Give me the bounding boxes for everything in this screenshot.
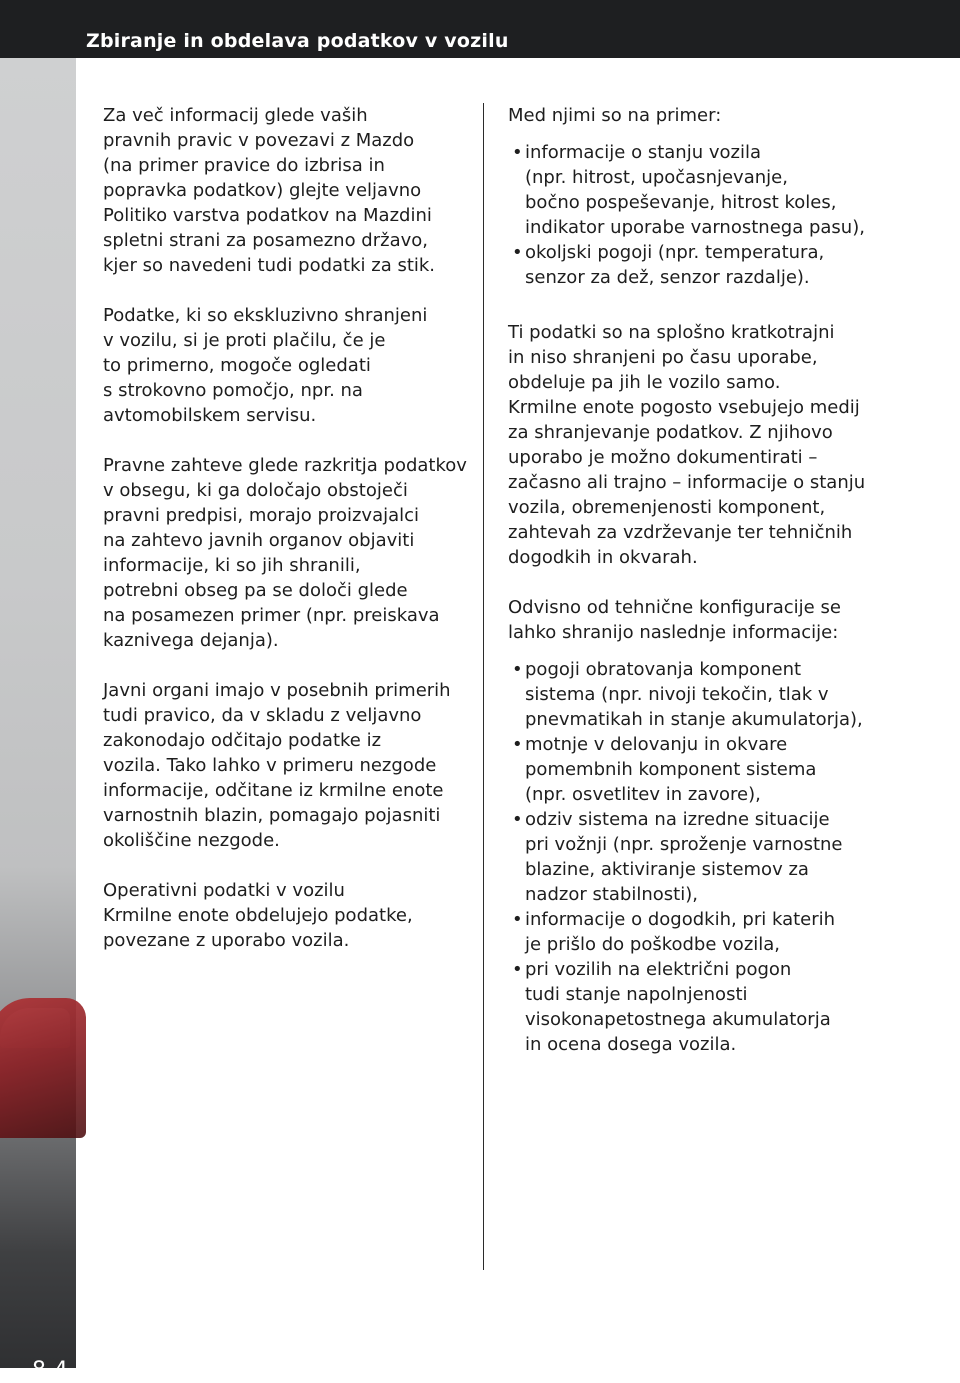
paragraph-line: okoliščine nezgode. <box>103 830 280 851</box>
paragraph-line: vozila, obremenjenosti komponent, <box>508 497 826 518</box>
bullet-marker: • <box>512 242 523 263</box>
bullet-item-continuation <box>508 782 880 807</box>
bullet-text: nadzor stabilnosti), <box>525 884 698 905</box>
paragraph-line: vozila. Tako lahko v primeru nezgode <box>103 755 437 776</box>
paragraph-line: zakonodajo odčitajo podatke iz <box>103 730 382 751</box>
bullet-text: pnevmatikah in stanje akumulatorja), <box>525 709 863 730</box>
paragraph-line: pravni predpisi, morajo proizvajalci <box>103 505 420 526</box>
paragraph-line: informacije, odčitane iz krmilne enote <box>103 780 444 801</box>
paragraph-line: na posamezen primer (npr. preiskava <box>103 605 440 626</box>
bullet-item-continuation <box>508 190 880 215</box>
paragraph-line: Ti podatki so na splošno kratkotrajni <box>508 322 835 343</box>
bullet-text: pri vozilih na električni pogon <box>525 959 792 980</box>
paragraph-line: uporabo je možno dokumentirati – <box>508 447 818 468</box>
page-number: 8-4 <box>32 1358 68 1383</box>
paragraph-line: za shranjevanje podatkov. Z njihovo <box>508 422 833 443</box>
paragraph-line: Javni organi imajo v posebnih primerih <box>103 680 451 701</box>
paragraph-line: spletni strani za posamezno državo, <box>103 230 429 251</box>
bullet-item-continuation <box>508 265 880 290</box>
bullet-text: bočno pospeševanje, hitrost koles, <box>525 192 837 213</box>
bullet-text: odziv sistema na izredne situacije <box>525 809 830 830</box>
bullet-item-continuation <box>508 932 880 957</box>
bullet-item-continuation <box>508 982 880 1007</box>
paragraph-line: kaznivega dejanja). <box>103 630 279 651</box>
sidebar-photo-strip <box>0 58 76 1383</box>
paragraph-line: pravnih pravic v povezavi z Mazdo <box>103 130 415 151</box>
right-column <box>508 103 880 1057</box>
bullet-text: okoljski pogoji (npr. temperatura, <box>525 242 825 263</box>
paragraph-line: povezane z uporabo vozila. <box>103 930 350 951</box>
bullet-text: pomembnih komponent sistema <box>525 759 817 780</box>
bullet-text: pogoji obratovanja komponent <box>525 659 802 680</box>
bullet-text: informacije o stanju vozila <box>525 142 761 163</box>
bullet-text: indikator uporabe varnostnega pasu), <box>525 217 865 238</box>
paragraph-line: s strokovno pomočjo, npr. na <box>103 380 363 401</box>
bullet-item-continuation <box>508 1032 880 1057</box>
paragraph-line: Odvisno od tehnične konfiguracije se <box>508 597 841 618</box>
bullet-item <box>508 957 880 982</box>
bullet-item-continuation <box>508 215 880 240</box>
bullet-text: visokonapetostnega akumulatorja <box>525 1009 831 1030</box>
bullet-text: tudi stanje napolnjenosti <box>525 984 748 1005</box>
bullet-marker: • <box>512 142 523 163</box>
paragraph-line: dogodkih in okvarah. <box>508 547 698 568</box>
paragraph-line: lahko shranijo naslednje informacije: <box>508 622 839 643</box>
bullet-item <box>508 140 880 165</box>
paragraph-line: (na primer pravice do izbrisa in <box>103 155 385 176</box>
paragraph-line: popravka podatkov) glejte veljavno <box>103 180 422 201</box>
bullet-item <box>508 657 880 682</box>
paragraph-line: zahtevah za vzdrževanje ter tehničnih <box>508 522 853 543</box>
bullet-text: blazine, aktiviranje sistemov za <box>525 859 809 880</box>
bullet-text: je prišlo do poškodbe vozila, <box>525 934 781 955</box>
paragraph-line: varnostnih blazin, pomagajo pojasniti <box>103 805 441 826</box>
paragraph-line: začasno ali trajno – informacije o stanju <box>508 472 866 493</box>
paragraph-line: Pravne zahteve glede razkritja podatkov <box>103 455 467 476</box>
bullet-item-continuation <box>508 757 880 782</box>
bullet-text: sistema (npr. nivoji tekočin, tlak v <box>525 684 829 705</box>
bullet-text: senzor za dež, senzor razdalje). <box>525 267 810 288</box>
bullet-item <box>508 240 880 265</box>
intro-line: Med njimi so na primer: <box>508 105 722 126</box>
bullet-item-continuation <box>508 832 880 857</box>
paragraph-line: v obsegu, ki ga določajo obstoječi <box>103 480 408 501</box>
bullet-item-continuation <box>508 857 880 882</box>
paragraph-line: Krmilne enote pogosto vsebujejo medij <box>508 397 860 418</box>
paragraph-line: obdeluje pa jih le vozilo samo. <box>508 372 781 393</box>
bullet-item <box>508 907 880 932</box>
bullet-item-continuation <box>508 682 880 707</box>
bullet-text: informacije o dogodkih, pri katerih <box>525 909 836 930</box>
bullet-marker: • <box>512 809 523 830</box>
section-title: Zbiranje in obdelava podatkov v vozilu <box>86 30 509 52</box>
bullet-marker: • <box>512 659 523 680</box>
page-header <box>0 0 960 58</box>
bullet-item-continuation <box>508 707 880 732</box>
paragraph-line: avtomobilskem servisu. <box>103 405 317 426</box>
bullet-marker: • <box>512 734 523 755</box>
road-image-decoration <box>0 1138 76 1368</box>
bullet-text: in ocena dosega vozila. <box>525 1034 737 1055</box>
bullet-item-continuation <box>508 882 880 907</box>
paragraph-line: Politiko varstva podatkov na Mazdini <box>103 205 432 226</box>
paragraph-line: to primerno, mogoče ogledati <box>103 355 371 376</box>
bullet-text: motnje v delovanju in okvare <box>525 734 788 755</box>
paragraph-line: Operativni podatki v vozilu <box>103 880 345 901</box>
bullet-item-continuation <box>508 1007 880 1032</box>
paragraph-line: Podatke, ki so ekskluzivno shranjeni <box>103 305 428 326</box>
bullet-text: (npr. hitrost, upočasnjevanje, <box>525 167 788 188</box>
bullet-item <box>508 732 880 757</box>
paragraph-line: v vozilu, si je proti plačilu, če je <box>103 330 386 351</box>
bullet-item-continuation <box>508 165 880 190</box>
paragraph-line: informacije, ki so jih shranili, <box>103 555 361 576</box>
column-divider <box>483 103 484 1270</box>
paragraph-line: tudi pravico, da v skladu z veljavno <box>103 705 422 726</box>
paragraph-line: na zahtevo javnih organov objaviti <box>103 530 415 551</box>
paragraph-line: Za več informacij glede vaših <box>103 105 368 126</box>
bullet-text: pri vožnji (npr. sproženje varnostne <box>525 834 843 855</box>
left-column <box>103 103 473 953</box>
paragraph-line: potrebni obseg pa se določi glede <box>103 580 408 601</box>
bullet-item <box>508 807 880 832</box>
car-image-decoration <box>0 998 86 1138</box>
bullet-text: (npr. osvetlitev in zavore), <box>525 784 761 805</box>
bullet-marker: • <box>512 959 523 980</box>
paragraph-line: Krmilne enote obdelujejo podatke, <box>103 905 413 926</box>
paragraph-line: kjer so navedeni tudi podatki za stik. <box>103 255 436 276</box>
bullet-marker: • <box>512 909 523 930</box>
paragraph-line: in niso shranjeni po času uporabe, <box>508 347 818 368</box>
